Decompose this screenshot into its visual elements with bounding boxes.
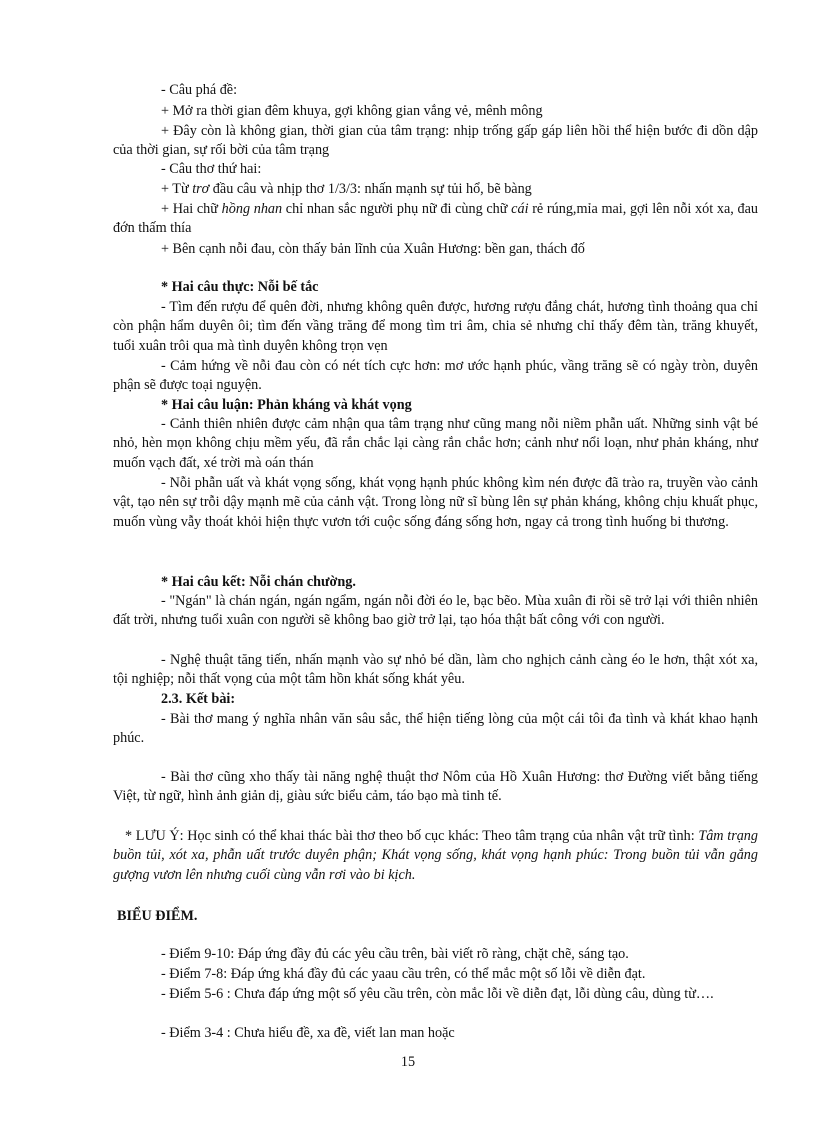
cau-pha-de-point-1: + Mở ra thời gian đêm khuya, gợi không gian vắng vẻ, mênh mông: [161, 103, 543, 119]
point-2-part-c: chỉ nhan sắc người phụ nữ đi cùng chữ: [282, 201, 512, 217]
bieu-diem-item-4: - Điểm 3-4 : Chưa hiểu đề, xa đề, viết lan man hoặc: [161, 1025, 455, 1041]
cau-pha-de-point-2: + Đây còn là không gian, thời gian của tâm trạng: nhịp trống gấp gáp liên hồi thể hiện bước đi dồn dập của thời gian, sự rối bời của tâm trạng: [113, 123, 758, 159]
point-2-emphasis-2: cái: [511, 201, 529, 217]
hai-cau-thuc-heading: * Hai câu thực: Nỗi bế tắc: [161, 279, 319, 295]
ket-bai-paragraph-1: - Bài thơ mang ý nghĩa nhân văn sâu sắc, thể hiện tiếng lòng của một cái tôi đa tình và khát khao hạnh phúc.: [113, 711, 758, 747]
point-2-part-e: rẻ rúng,mỉa mai, gợi lên nỗi xót xa, đau đớn thấm thía: [113, 201, 758, 237]
luu-y-note: [113, 827, 758, 885]
hai-cau-luan-paragraph-1: - Cảnh thiên nhiên được cảm nhận qua tâm trạng như cũng mang nỗi niềm phẫn uất. Những sinh vật bé nhỏ, hèn mọn không chịu mềm yếu, đã rắn chắc lại càng rắn chắc hơn; cảnh như nổi loạn, như phản kháng, như muốn vạch đất, xé trời mà oán thán: [113, 416, 758, 471]
luu-y-lead: * LƯU Ý: Học sinh có thể khai thác bài thơ theo bố cục khác: Theo tâm trạng của nhân vật trữ tình:: [125, 828, 699, 844]
point-1-suffix: đầu câu và nhịp thơ 1/3/3: nhấn mạnh sự tủi hổ, bẽ bàng: [209, 181, 532, 197]
point-2-part-a: + Hai chữ: [161, 201, 222, 217]
cau-tho-thu-hai-point-2: [113, 200, 758, 239]
hai-cau-luan-heading: * Hai câu luận: Phản kháng và khát vọng: [161, 397, 412, 413]
bieu-diem-item-2: - Điểm 7-8: Đáp ứng khá đầy đủ các yaau cầu trên, có thể mắc một số lỗi về diễn đạt.: [161, 966, 646, 982]
hai-cau-ket-paragraph-2: - Nghệ thuật tăng tiến, nhấn mạnh vào sự nhỏ bé dần, làm cho nghịch cảnh càng éo le hơn, thật xót xa, tội nghiệp; nỗi thất vọng của một tâm hồn khát sống khát yêu.: [113, 652, 758, 688]
cau-tho-thu-hai-point-3: + Bên cạnh nỗi đau, còn thấy bản lĩnh của Xuân Hương: bền gan, thách đố: [161, 241, 585, 257]
point-2-emphasis-1: hồng nhan: [221, 201, 283, 217]
point-1-prefix: + Từ: [161, 181, 193, 197]
hai-cau-thuc-paragraph-2: - Cảm hứng về nỗi đau còn có nét tích cực hơn: mơ ước hạnh phúc, vầng trăng sẽ có ngày tròn, duyên phận sẽ được toại nguyện.: [113, 358, 758, 394]
bieu-diem-item-3: - Điểm 5-6 : Chưa đáp ứng một số yêu cầu trên, còn mắc lỗi về diễn đạt, lỗi dùng câu, dùng từ….: [161, 986, 714, 1002]
hai-cau-ket-heading: * Hai câu kết: Nỗi chán chường.: [161, 574, 356, 590]
bieu-diem-item-1: - Điểm 9-10: Đáp ứng đầy đủ các yêu cầu trên, bài viết rõ ràng, chặt chẽ, sáng tạo.: [161, 946, 629, 962]
luu-y-italic: Tâm trạng buồn tủi, xót xa, phẫn uất trước duyên phận; Khát vọng sống, khát vọng hạnh phúc: Trong buồn tủi vẫn gắng gượng vươn lên nhưng cuối cùng vẫn rơi vào bi kịch.: [113, 828, 758, 883]
hai-cau-ket-paragraph-1: - "Ngán" là chán ngán, ngán ngẩm, ngán nỗi đời éo le, bạc bẽo. Mùa xuân đi rồi sẽ trở lại với thiên nhiên đất trời, nhưng tuổi xuân con người sẽ không bao giờ trở lại, tạo hóa thật bất công với con người.: [113, 593, 758, 629]
cau-tho-thu-hai-point-1: [161, 180, 532, 199]
hai-cau-thuc-paragraph-1: - Tìm đến rượu để quên đời, nhưng không quên được, hương rượu đắng chát, hương tình thoảng qua chỉ còn phận hẩm duyên ôi; tìm đến vầng trăng để mong tìm tri âm, chia sẻ nhưng chỉ thấy đêm tàn, trăng khuyết, tuổi xuân trôi qua mà tình duyên không trọn vẹn: [113, 299, 758, 354]
point-1-emphasis: trơ: [192, 181, 210, 197]
bieu-diem-heading: BIỂU ĐIỂM.: [117, 908, 198, 924]
cau-pha-de-label: - Câu phá đề:: [161, 82, 238, 98]
ket-bai-heading: 2.3. Kết bài:: [161, 691, 236, 707]
page-number: 15: [400, 1054, 416, 1070]
ket-bai-paragraph-2: - Bài thơ cũng xho thấy tài năng nghệ thuật thơ Nôm của Hồ Xuân Hương: thơ Đường viết bằng tiếng Việt, từ ngữ, hình ảnh giản dị, giàu sức biểu cảm, táo bạo mà tinh tế.: [113, 769, 758, 805]
hai-cau-luan-paragraph-2: - Nỗi phẫn uất và khát vọng sống, khát vọng hạnh phúc không kìm nén được đã trào ra, truyền vào cảnh vật, tạo nên sự trỗi dậy mạnh mẽ của cảnh vật. Trong lòng nữ sĩ bùng lên sự phản kháng, không chịu khuất phục, muốn vùng vẫy thoát khỏi hiện thực vươn tới cuộc sống đáng sống hơn, ngay cả trong tình huống bi thương.: [113, 475, 758, 530]
cau-tho-thu-hai-label: - Câu thơ thứ hai:: [161, 161, 262, 177]
